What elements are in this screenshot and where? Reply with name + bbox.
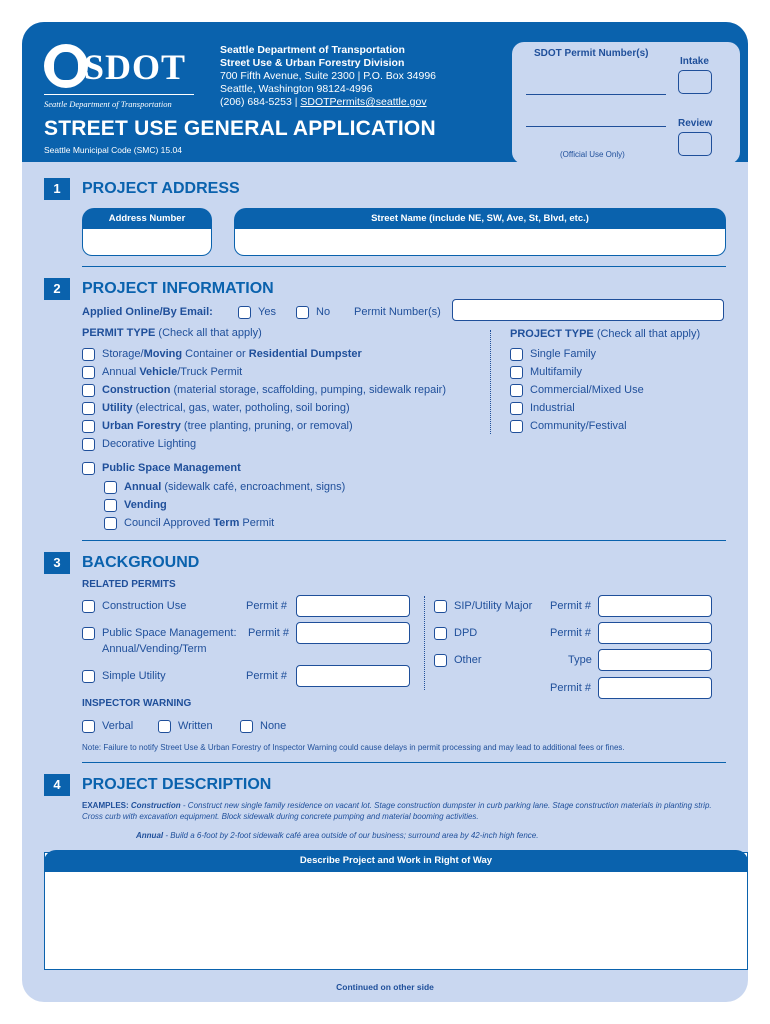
construction-checkbox[interactable] — [82, 384, 95, 397]
other-permit-label: Permit # — [550, 682, 591, 694]
single-family-label: Single Family — [530, 348, 597, 360]
utility-checkbox[interactable] — [82, 402, 95, 415]
review-box[interactable] — [678, 132, 712, 156]
logo-subtitle: Seattle Department of Transportation — [44, 99, 172, 109]
header-band — [22, 22, 748, 162]
decorative-lighting-checkbox[interactable] — [82, 438, 95, 451]
column-divider — [424, 596, 425, 690]
project-type-note: (Check all that apply) — [596, 328, 701, 340]
dpd-permit-input[interactable] — [598, 622, 712, 644]
example-construction-text: - Construct new single family residence on vacant lot. Stage construction dumpster in curb parking lane. Stage construction materials in planting strip. Cross curb with excavation equipment. Block sidewalk during concrete pumping and material booming activities. — [82, 801, 712, 821]
sip-permit-input[interactable] — [598, 595, 712, 617]
section-4-title: PROJECT DESCRIPTION — [82, 776, 272, 793]
annual-vehicle-checkbox[interactable] — [82, 366, 95, 379]
project-type-heading — [510, 328, 700, 340]
psm-vending-label: Vending — [124, 499, 167, 511]
intake-label: Intake — [680, 56, 709, 67]
psm-term-checkbox[interactable] — [104, 517, 117, 530]
psm-annual-checkbox[interactable] — [104, 481, 117, 494]
permit-number-line-1[interactable] — [526, 94, 666, 95]
commercial-label: Commercial/Mixed Use — [530, 384, 644, 396]
example-annual-text: - Build a 6-foot by 2-foot sidewalk café area outside of our business; surround area by 42-inch high fence. — [163, 831, 539, 840]
dpd-permit-label: Permit # — [550, 627, 591, 639]
project-description-tab: Describe Project and Work in Right of Way — [44, 850, 748, 872]
example-construction-label: Construction — [130, 801, 181, 810]
community-label: Community/Festival — [530, 420, 627, 432]
permit-number-line-2[interactable] — [526, 126, 666, 127]
column-divider — [490, 330, 491, 434]
project-type-title: PROJECT TYPE — [510, 328, 594, 340]
none-checkbox[interactable] — [240, 720, 253, 733]
written-label: Written — [178, 720, 213, 732]
other-label: Other — [454, 654, 482, 666]
sip-checkbox[interactable] — [434, 600, 447, 613]
continued-note: Continued on other side — [336, 982, 434, 992]
address-number-tab: Address Number — [82, 208, 212, 230]
address-line-2: Seattle, Washington 98124-4996 — [220, 83, 373, 95]
multifamily-label: Multifamily — [530, 366, 582, 378]
written-checkbox[interactable] — [158, 720, 171, 733]
psm-related-checkbox[interactable] — [82, 627, 95, 640]
permit-type-note: (Check all that apply) — [158, 327, 262, 339]
simple-utility-label: Simple Utility — [102, 670, 166, 682]
community-checkbox[interactable] — [510, 420, 523, 433]
official-use-panel — [512, 42, 740, 164]
section-4-number: 4 — [44, 774, 70, 796]
psm-vending-checkbox[interactable] — [104, 499, 117, 512]
multifamily-checkbox[interactable] — [510, 366, 523, 379]
verbal-label: Verbal — [102, 720, 134, 732]
psm-related-sublabel: Annual/Vending/Term — [102, 643, 207, 655]
examples-annual — [136, 830, 732, 841]
psm-annual-label: Annual (sidewalk café, encroachment, signs) — [124, 481, 346, 493]
other-permit-input[interactable] — [598, 677, 712, 699]
examples-label: EXAMPLES: — [82, 801, 129, 810]
psm-related-permit-label: Permit # — [248, 627, 289, 639]
page-subtitle: Seattle Municipal Code (SMC) 15.04 — [44, 145, 182, 155]
storage-moving-label: Storage/Moving Container or Residential Dumpster — [102, 348, 362, 360]
urban-forestry-checkbox[interactable] — [82, 420, 95, 433]
permit-numbers-label: SDOT Permit Number(s) — [534, 48, 649, 59]
storage-moving-checkbox[interactable] — [82, 348, 95, 361]
construction-use-label: Construction Use — [102, 600, 187, 612]
section-divider — [82, 266, 726, 267]
utility-label: Utility (electrical, gas, water, potholing, soil boring) — [102, 402, 350, 414]
applied-no-label: No — [316, 306, 331, 318]
section-1-number: 1 — [44, 178, 70, 200]
logo-rule — [44, 94, 194, 95]
simple-utility-permit-label: Permit # — [246, 670, 287, 682]
address-number-input[interactable] — [82, 228, 212, 256]
psm-checkbox[interactable] — [82, 462, 95, 475]
section-divider — [82, 540, 726, 541]
email-link[interactable]: SDOTPermits@seattle.gov — [300, 96, 427, 108]
psm-related-permit-input[interactable] — [296, 622, 410, 644]
annual-vehicle-label: Annual Vehicle/Truck Permit — [102, 366, 243, 378]
seattle-seal-icon — [44, 44, 88, 88]
single-family-checkbox[interactable] — [510, 348, 523, 361]
address-line-1: 700 Fifth Avenue, Suite 2300 | P.O. Box 34996 — [220, 70, 436, 82]
psm-related-label: Public Space Management: — [102, 627, 237, 639]
simple-utility-permit-input[interactable] — [296, 665, 410, 687]
related-permits-heading: RELATED PERMITS — [82, 579, 176, 590]
page-title: STREET USE GENERAL APPLICATION — [44, 117, 436, 140]
sip-permit-label: Permit # — [550, 600, 591, 612]
department-name: Seattle Department of Transportation — [220, 44, 405, 56]
industrial-label: Industrial — [530, 402, 575, 414]
phone-number: (206) 684-5253 | — [220, 96, 298, 108]
industrial-checkbox[interactable] — [510, 402, 523, 415]
section-divider — [82, 762, 726, 763]
applied-yes-label: Yes — [258, 306, 276, 318]
psm-label: Public Space Management — [102, 462, 241, 474]
inspector-warning-heading: INSPECTOR WARNING — [82, 698, 192, 709]
none-label: None — [260, 720, 287, 732]
other-type-label: Type — [568, 654, 592, 666]
psm-term-label: Council Approved Term Permit — [124, 517, 275, 529]
section-2-number: 2 — [44, 278, 70, 300]
verbal-checkbox[interactable] — [82, 720, 95, 733]
department-info — [220, 44, 436, 109]
division-name: Street Use & Urban Forestry Division — [220, 57, 405, 69]
inspector-note: Note: Failure to notify Street Use & Urban Forestry of Inspector Warning could cause delays in permit processing and may lead to additional fees or fines. — [82, 743, 625, 752]
review-label: Review — [678, 118, 713, 129]
permit-numbers-label: Permit Number(s) — [354, 306, 441, 318]
permit-numbers-input[interactable] — [452, 299, 724, 321]
simple-utility-checkbox[interactable] — [82, 670, 95, 683]
other-type-input[interactable] — [598, 649, 712, 671]
applied-online-label: Applied Online/By Email: — [82, 306, 213, 318]
section-3-number: 3 — [44, 552, 70, 574]
logo-text: SDOT — [84, 47, 187, 87]
construction-label: Construction (material storage, scaffolding, pumping, sidewalk repair) — [102, 384, 446, 396]
example-annual-label: Annual — [136, 831, 164, 840]
dpd-label: DPD — [454, 627, 478, 639]
contact-line — [220, 96, 436, 109]
permit-type-title: PERMIT TYPE — [82, 327, 156, 339]
construction-use-checkbox[interactable] — [82, 600, 95, 613]
applied-yes-checkbox[interactable] — [238, 306, 251, 319]
dpd-checkbox[interactable] — [434, 627, 447, 640]
section-2-title: PROJECT INFORMATION — [82, 280, 274, 297]
urban-forestry-label: Urban Forestry (tree planting, pruning, or removal) — [102, 420, 353, 432]
section-1-title: PROJECT ADDRESS — [82, 180, 240, 197]
application-form — [22, 22, 748, 1002]
section-3-title: BACKGROUND — [82, 554, 200, 571]
construction-use-permit-label: Permit # — [246, 600, 287, 612]
decorative-lighting-label: Decorative Lighting — [102, 438, 197, 450]
construction-use-permit-input[interactable] — [296, 595, 410, 617]
intake-box[interactable] — [678, 70, 712, 94]
sdot-logo — [44, 44, 204, 109]
official-use-note: (Official Use Only) — [560, 150, 625, 159]
street-name-tab: Street Name (include NE, SW, Ave, St, Blvd, etc.) — [234, 208, 726, 230]
commercial-checkbox[interactable] — [510, 384, 523, 397]
examples-construction — [82, 800, 732, 822]
applied-no-checkbox[interactable] — [296, 306, 309, 319]
street-name-input[interactable] — [234, 228, 726, 256]
other-checkbox[interactable] — [434, 654, 447, 667]
permit-type-heading — [82, 327, 262, 339]
sip-label: SIP/Utility Major — [454, 600, 533, 612]
